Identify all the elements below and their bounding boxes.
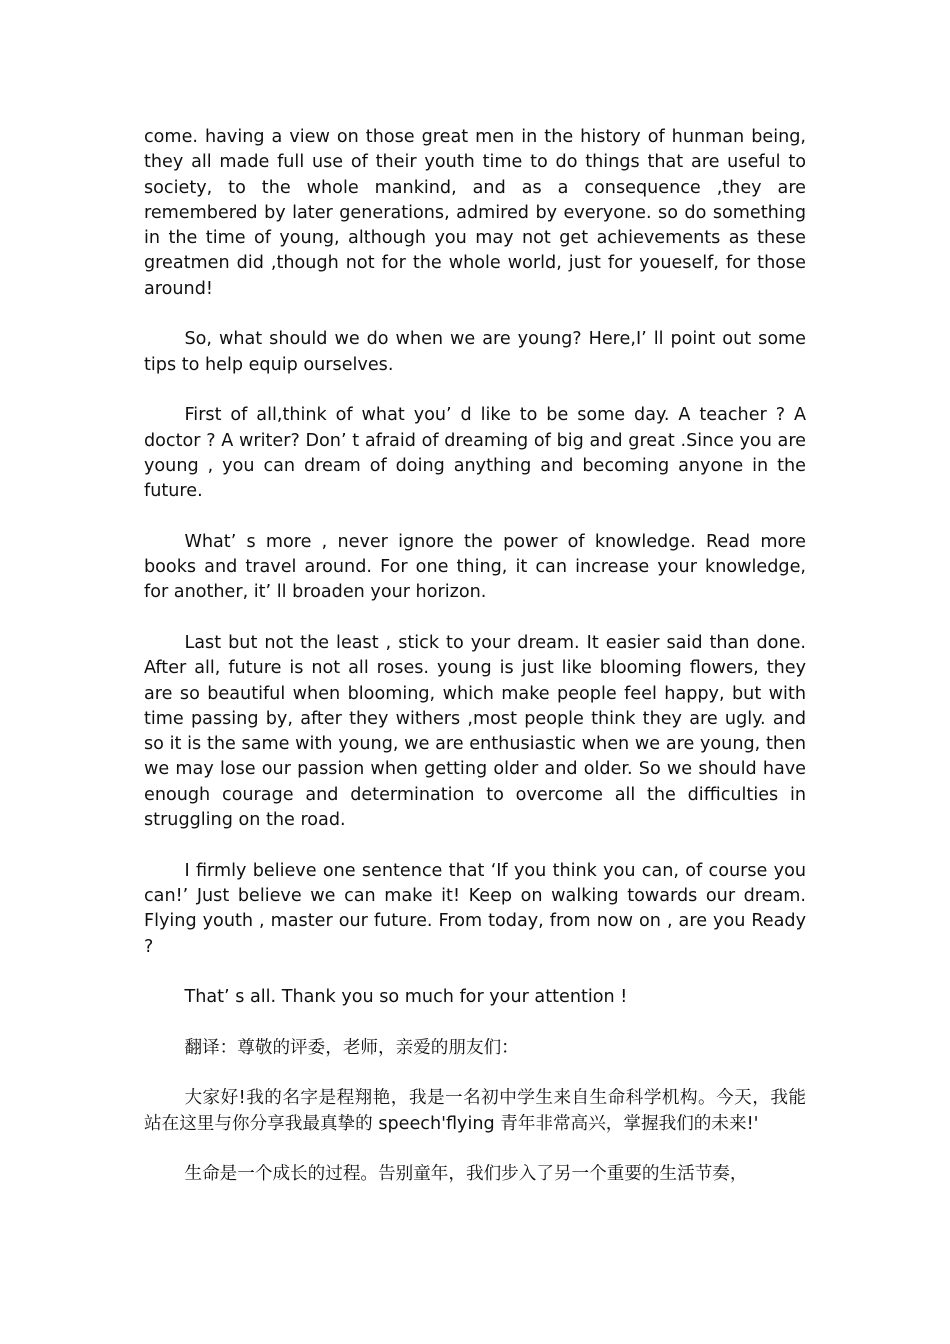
paragraph-great-men: come. having a view on those great men in the history of hunman being, they all made full use of their youth time to do things that are useful to society, to the whole mankind, and as a consequence ,they are remembered by later generations, admired by everyone. so do something in the time of young, although you may not get achievements as these greatmen did ,though not for the whole world, just for youeself, for those around!	[144, 127, 806, 299]
paragraph-firmly-believe: I firmly believe one sentence that ‘If you think you can, of course you can!’ Just believe we can make it! Keep on walking towards our dream. Flying youth , master our future. From today, from now on , are you Ready ?	[144, 860, 806, 957]
paragraph-translation-life: 生命是一个成长的过程。告别童年，我们步入了另一个重要的生活节奏，	[184, 1164, 748, 1185]
paragraph-first-of-all: First of all,think of what you’ d like to be some day. A teacher ? A doctor ? A writer? Don’ t afraid of dreaming of big and great .Since you are young , you can dream of doing anything and becoming anyone in the future.	[144, 405, 806, 502]
paragraph-translation-greeting: 大家好!我的名字是程翔艳，我是一名初中学生来自生命科学机构。今天，我能站在这里与你分享我最真挚的 speech'flying 青年非常高兴，掌握我们的未来!'	[144, 1088, 806, 1134]
paragraph-whats-more: What’ s more , never ignore the power of knowledge. Read more books and travel around. For one thing, it can increase your knowledge, for another, it’ ll broaden your horizon.	[144, 531, 806, 603]
paragraph-translation-heading: 翻译：尊敬的评委，老师，亲爱的朋友们：	[184, 1037, 519, 1058]
document-page	[144, 125, 806, 1213]
paragraph-last-but-not-least: Last but not the least , stick to your dream. It easier said than done. After all, future is not all roses. young is just like blooming flowers, they are so beautiful when blooming, which make people feel happy, but with time passing by, after they withers ,most people think they are ugly. and so it is the same with young, we are enthusiastic when we are young, then we may lose our passion when getting older and older. So we should have enough courage and determination to overcome all the difficulties in struggling on the road.	[144, 632, 806, 831]
paragraph-what-to-do: So, what should we do when we are young? Here,I’ ll point out some tips to help equip ourselves.	[144, 329, 806, 375]
paragraph-thank-you: That’ s all. Thank you so much for your attention !	[184, 987, 628, 1008]
